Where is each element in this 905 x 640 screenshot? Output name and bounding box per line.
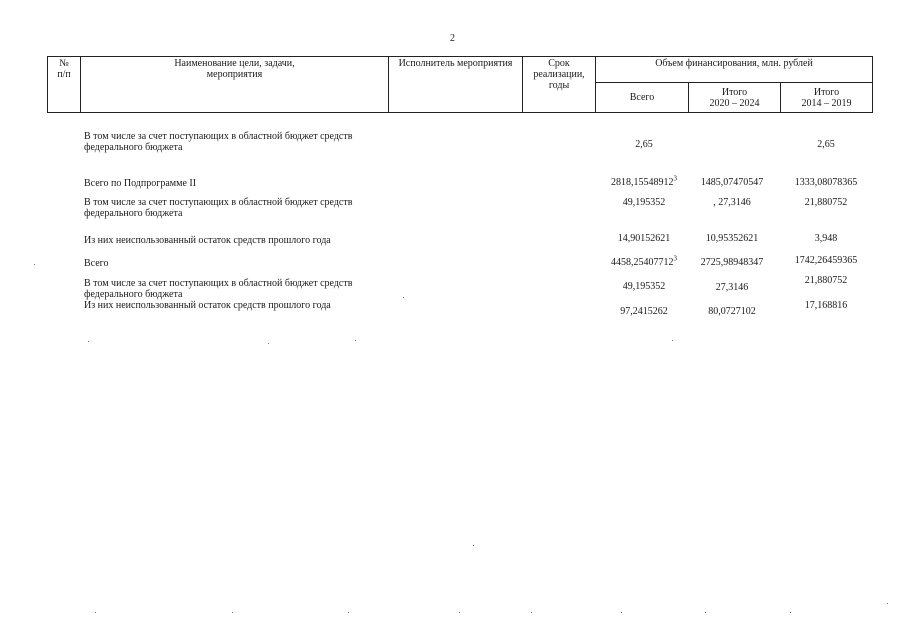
row-label: Из них неиспользованный остаток средств прошлого года (84, 300, 331, 311)
scan-speck (531, 612, 532, 613)
scan-speck (268, 343, 269, 344)
row-total: 2818,15548912$^3$ (611, 174, 677, 188)
scan-speck (621, 612, 622, 613)
row-2020-2024: 10,95352621 (705, 233, 759, 244)
row-label: В том числе за счет поступающих в областной бюджет средств федерального бюджета (84, 131, 353, 153)
row-label: Из них неиспользованный остаток средств прошлого года (84, 235, 331, 246)
row-label: Всего (84, 258, 109, 269)
table-header (47, 56, 873, 113)
col-header-total: Всего (596, 83, 689, 113)
scan-speck (34, 264, 35, 265)
col-header-2020-2024: Итого 2020 – 2024 (689, 83, 781, 113)
row-2020-2024: 80,0727102 (708, 306, 756, 317)
scan-speck (459, 612, 460, 613)
row-total: 2,65 (635, 139, 653, 150)
row-2020-2024: 27,3146 (715, 282, 749, 293)
page-number: 2 (450, 33, 455, 44)
row-2014-2019: 3,948 (814, 233, 838, 244)
col-header-name: Наименование цели, задачи, мероприятия (81, 57, 389, 113)
col-header-number: № п/п (48, 57, 81, 113)
row-label: В том числе за счет поступающих в областной бюджет средств федерального бюджета (84, 278, 353, 300)
col-header-executor: Исполнитель мероприятия (389, 57, 523, 113)
row-total: 49,195352 (622, 197, 666, 208)
scan-speck (348, 612, 349, 613)
row-total: 14,90152621 (617, 233, 671, 244)
row-2014-2019: 1742,26459365 (794, 255, 858, 266)
row-2020-2024: 1485,07470547 (700, 177, 764, 188)
row-label: Всего по Подпрограмме II (84, 178, 197, 189)
row-2014-2019: 17,168816 (804, 300, 848, 311)
col-header-funding: Объем финансирования, млн. рублей (596, 57, 873, 83)
row-total: 4458,25407712$^3$ (611, 254, 677, 268)
row-label: В том числе за счет поступающих в областной бюджет средств федерального бюджета (84, 197, 353, 219)
scan-speck (790, 612, 791, 613)
scan-speck (672, 340, 673, 341)
row-2020-2024: 2725,98948347 (700, 257, 764, 268)
row-2014-2019: 21,880752 (804, 197, 848, 208)
scan-speck (705, 612, 706, 613)
row-2020-2024: , 27,3146 (713, 197, 751, 208)
col-header-term: Срок реализации, годы (523, 57, 596, 113)
scan-speck (403, 297, 404, 298)
col-header-2014-2019: Итого 2014 – 2019 (781, 83, 873, 113)
row-total: 49,195352 (622, 281, 666, 292)
scan-speck (355, 340, 356, 341)
scan-speck (95, 612, 96, 613)
scan-speck (232, 612, 233, 613)
scan-speck (88, 341, 89, 342)
row-2014-2019: 1333,08078365 (794, 177, 858, 188)
row-2014-2019: 21,880752 (804, 275, 848, 286)
row-total: 97,2415262 (620, 306, 668, 317)
row-2014-2019: 2,65 (817, 139, 835, 150)
scan-speck (887, 603, 888, 604)
scan-speck (473, 545, 474, 546)
